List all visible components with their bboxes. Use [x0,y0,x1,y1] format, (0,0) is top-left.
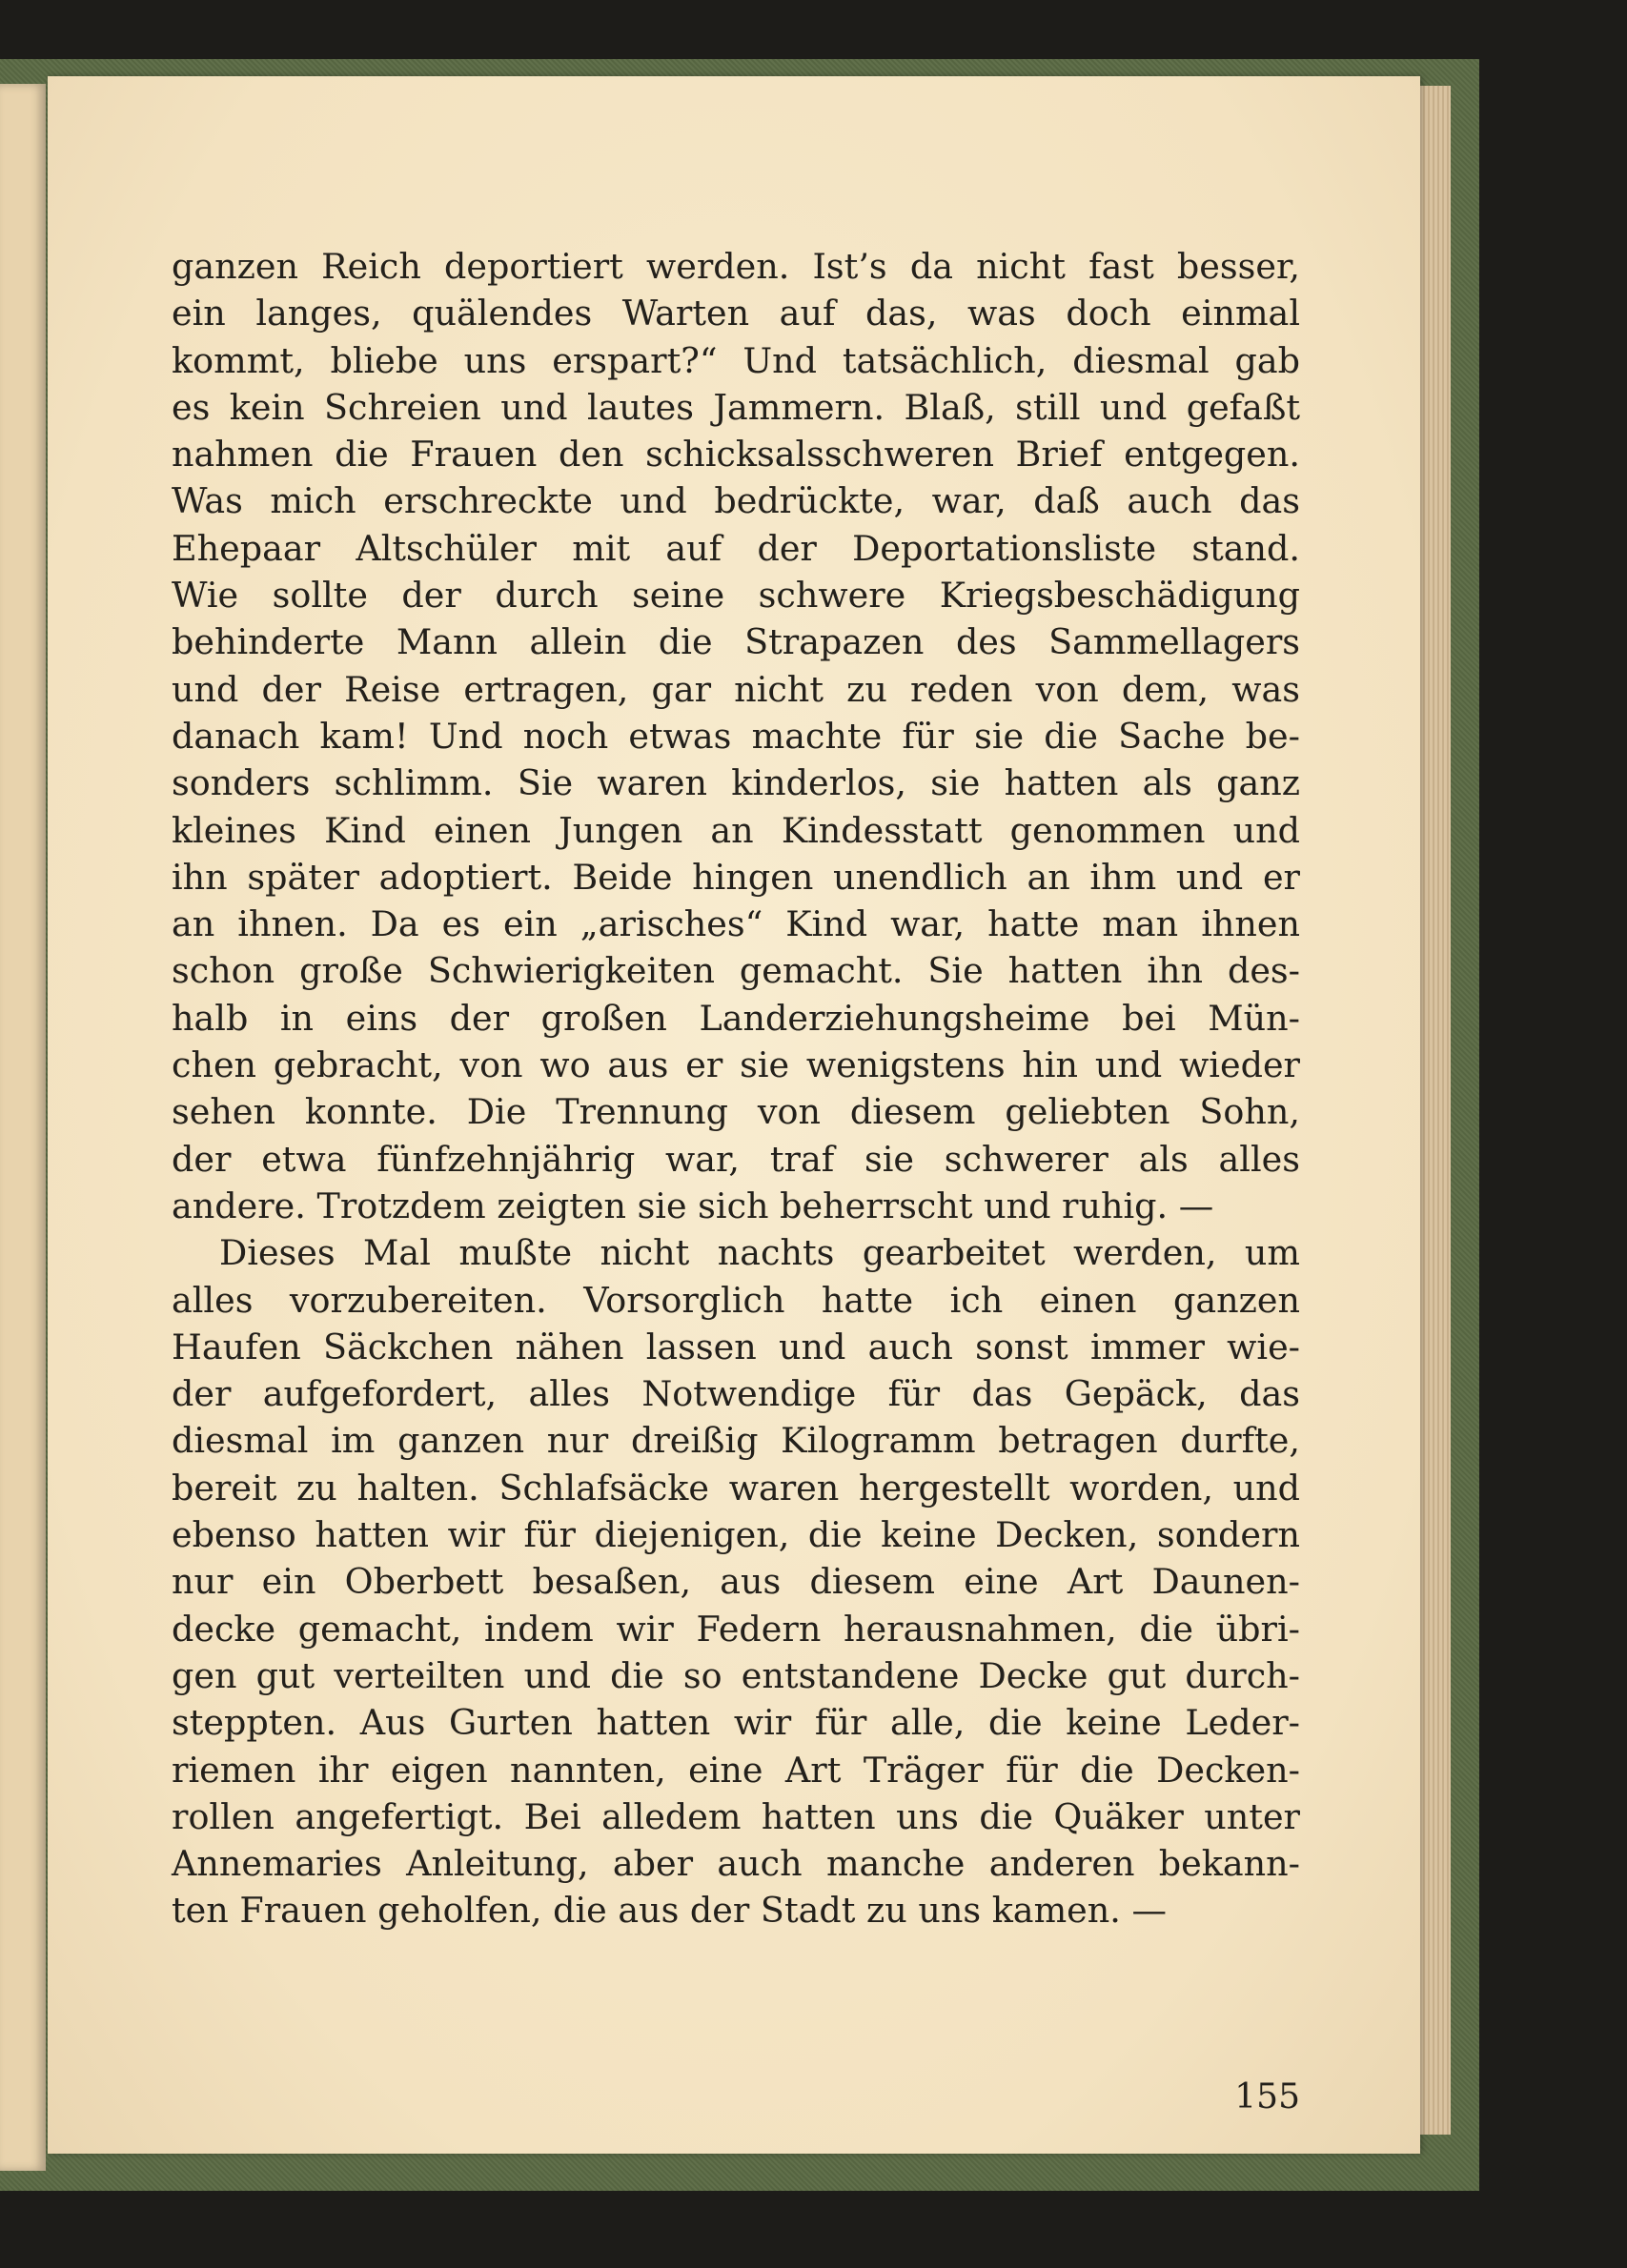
text-line: ihn später adoptiert. Beide hingen unendlich an ihm und er [172,856,1300,898]
text-line: ganzen Reich deportiert werden. Ist’s da nicht fast besser, [172,246,1300,287]
text-line: und der Reise ertragen, gar nicht zu reden von dem, was [172,668,1300,710]
text-line: chen gebracht, von wo aus er sie wenigstens hin und wieder [172,1044,1300,1086]
body-text [172,243,1300,1934]
text-line: Was mich erschreckte und bedrückte, war, daß auch das [172,480,1300,522]
text-line: andere. Trotzdem zeigten sie sich beherrscht und ruhig. — [172,1185,1214,1226]
facing-page-edge [0,84,46,2171]
text-line: sehen konnte. Die Trennung von diesem geliebten Sohn, [172,1091,1300,1133]
text-line: Haufen Säckchen nähen lassen und auch sonst immer wie- [172,1326,1300,1367]
text-line: Ehepaar Altschüler mit auf der Deportationsliste stand. [172,527,1300,569]
text-line: gen gut verteilten und die so entstandene Decke gut durch- [172,1654,1300,1696]
text-line: nur ein Oberbett besaßen, aus diesem eine Art Daunen- [172,1561,1300,1603]
text-line: kleines Kind einen Jungen an Kindesstatt genommen und [172,809,1300,851]
text-line: es kein Schreien und lautes Jammern. Blaß, still und gefaßt [172,386,1300,428]
text-line: Dieses Mal mußte nicht nachts gearbeitet werden, um [219,1232,1300,1274]
text-line: an ihnen. Da es ein „arisches“ Kind war, hatte man ihnen [172,903,1300,945]
text-line: rollen angefertigt. Bei alledem hatten uns die Quäker unter [172,1795,1300,1837]
text-line: sonders schlimm. Sie waren kinderlos, sie hatten als ganz [172,762,1300,804]
text-line: kommt, bliebe uns erspart?“ Und tatsächlich, diesmal gab [172,339,1300,381]
text-line: riemen ihr eigen nannten, eine Art Träger für die Decken- [172,1749,1300,1791]
text-line: Wie sollte der durch seine schwere Kriegsbeschädigung [172,575,1300,617]
text-line: diesmal im ganzen nur dreißig Kilogramm betragen durfte, [172,1420,1300,1462]
text-line: decke gemacht, indem wir Federn herausnahmen, die übri- [172,1608,1300,1650]
book-page [48,76,1420,2154]
text-line: ebenso hatten wir für diejenigen, die keine Decken, sondern [172,1514,1300,1556]
text-line: alles vorzubereiten. Vorsorglich hatte ich einen ganzen [172,1279,1300,1321]
text-line: halb in eins der großen Landerziehungsheime bei Mün- [172,997,1300,1039]
text-line: steppten. Aus Gurten hatten wir für alle, die keine Leder- [172,1702,1300,1744]
page-number: 155 [1234,2077,1300,2116]
text-line: danach kam! Und noch etwas machte für sie die Sache be- [172,715,1300,757]
text-line: schon große Schwierigkeiten gemacht. Sie hatten ihn des- [172,950,1300,992]
text-line: ein langes, quälendes Warten auf das, was doch einmal [172,293,1300,334]
text-line: nahmen die Frauen den schicksalsschweren Brief entgegen. [172,434,1300,476]
text-line: behinderte Mann allein die Strapazen des Sammellagers [172,621,1300,663]
text-line: der aufgefordert, alles Notwendige für das Gepäck, das [172,1373,1300,1415]
text-line: bereit zu halten. Schlafsäcke waren hergestellt worden, und [172,1467,1300,1509]
text-line: der etwa fünfzehnjährig war, traf sie schwerer als alles [172,1138,1300,1180]
text-line: Annemaries Anleitung, aber auch manche anderen bekann- [172,1843,1300,1885]
text-line: ten Frauen geholfen, die aus der Stadt zu uns kamen. — [172,1890,1167,1932]
